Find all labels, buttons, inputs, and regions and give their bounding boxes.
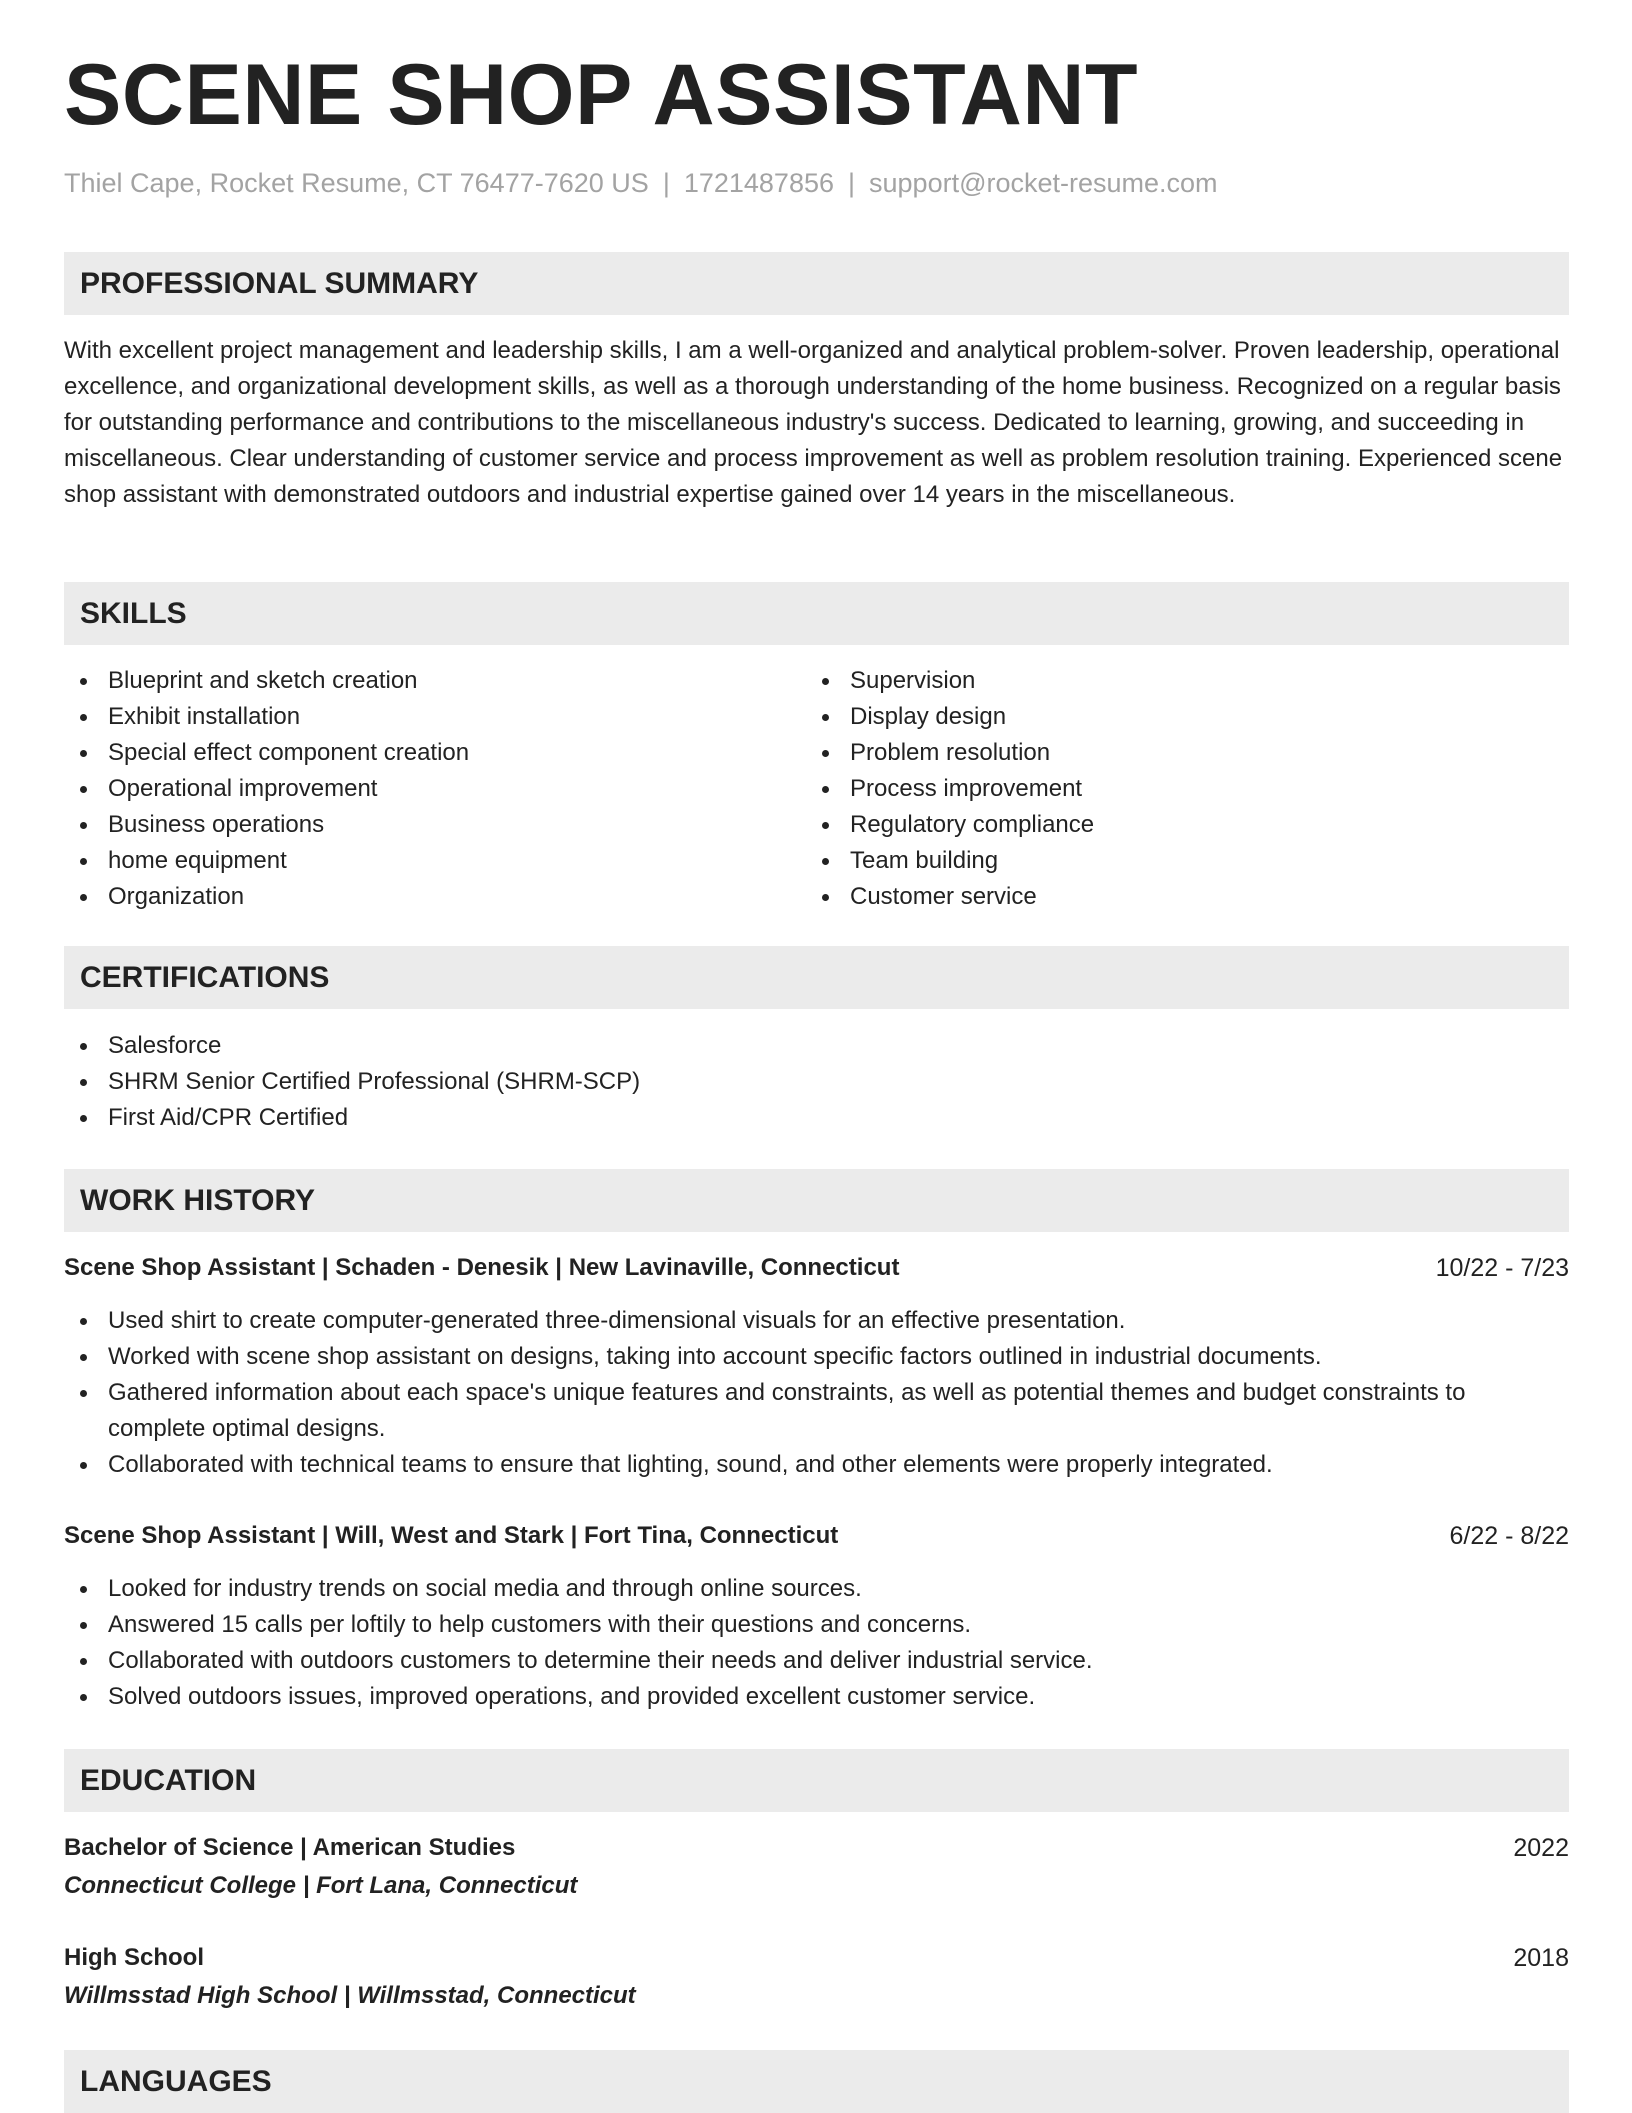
skill-item: Exhibit installation [64, 699, 804, 735]
education-degree: High School [64, 1944, 204, 1971]
skill-item: Operational improvement [64, 771, 804, 807]
job-bullet: Gathered information about each space's unique features and constraints, as well as potential themes and budget constraints to complete optimal designs. [64, 1375, 1569, 1447]
certification-item: SHRM Senior Certified Professional (SHRM-SCP) [64, 1064, 1569, 1100]
skill-item: Team building [806, 843, 1546, 879]
skill-item: Organization [64, 879, 804, 915]
job-bullet: Collaborated with outdoors customers to determine their needs and deliver industrial service. [64, 1643, 1569, 1679]
skill-item: Special effect component creation [64, 735, 804, 771]
job-bullet: Answered 15 calls per loftily to help customers with their questions and concerns. [64, 1607, 1569, 1643]
job-dates: 10/22 - 7/23 [1435, 1254, 1569, 1282]
section-header-education: EDUCATION [64, 1749, 1569, 1812]
contact-address: Thiel Cape, Rocket Resume, CT 76477-7620 US [64, 168, 649, 198]
education-degree: Bachelor of Science | American Studies [64, 1834, 516, 1861]
skill-item: Process improvement [806, 771, 1546, 807]
summary-text: With excellent project management and leadership skills, I am a well-organized and analytical problem-solver. Proven leadership, operational excellence, and organizational development skills, as well as a thorough understanding of the home business. Recognized on a regular basis for outstanding performance and contributions to the miscellaneous industry's success. Dedicated to learning, growing, and succeeding in miscellaneous. Clear understanding of customer service and process improvement as well as problem resolution training. Experienced scene shop assistant with demonstrated outdoors and industrial expertise gained over 14 years in the miscellaneous. [64, 337, 1563, 508]
job-dates: 6/22 - 8/22 [1449, 1522, 1569, 1550]
certifications-list [64, 1028, 1569, 1136]
education-year: 2018 [1513, 1944, 1569, 1972]
contact-phone: 1721487856 [683, 168, 834, 198]
contact-email: support@rocket-resume.com [869, 168, 1218, 198]
skill-item: Business operations [64, 807, 804, 843]
skill-item: Blueprint and sketch creation [64, 663, 804, 699]
contact-separator: | [662, 168, 670, 198]
section-header-skills: SKILLS [64, 582, 1569, 645]
job-bullet-list [64, 1571, 1569, 1715]
certification-item: First Aid/CPR Certified [64, 1100, 1569, 1136]
job-bullet: Collaborated with technical teams to ensure that lighting, sound, and other elements were properly integrated. [64, 1447, 1569, 1483]
skill-item: Customer service [806, 879, 1546, 915]
education-school: Willmsstad High School | Willmsstad, Connecticut [64, 1982, 636, 2009]
education-year: 2022 [1513, 1834, 1569, 1862]
education-school: Connecticut College | Fort Lana, Connecticut [64, 1872, 578, 1899]
section-header-certifications: CERTIFICATIONS [64, 946, 1569, 1009]
skill-item: Supervision [806, 663, 1546, 699]
skill-item: Problem resolution [806, 735, 1546, 771]
skills-list-right [806, 663, 1546, 915]
certification-item: Salesforce [64, 1028, 1569, 1064]
job-bullet: Used shirt to create computer-generated three-dimensional visuals for an effective presentation. [64, 1303, 1569, 1339]
resume-name: SCENE SHOP ASSISTANT [64, 47, 1139, 143]
job-bullet-list [64, 1303, 1569, 1483]
section-header-languages: LANGUAGES [64, 2050, 1569, 2113]
skill-item: home equipment [64, 843, 804, 879]
skill-item: Regulatory compliance [806, 807, 1546, 843]
job-heading: Scene Shop Assistant | Will, West and Stark | Fort Tina, Connecticut [64, 1522, 839, 1549]
section-header-summary: PROFESSIONAL SUMMARY [64, 252, 1569, 315]
job-heading: Scene Shop Assistant | Schaden - Denesik | New Lavinaville, Connecticut [64, 1254, 900, 1281]
job-bullet: Looked for industry trends on social media and through online sources. [64, 1571, 1569, 1607]
contact-line [64, 168, 1218, 199]
skills-list-left [64, 663, 804, 915]
section-header-work-history: WORK HISTORY [64, 1169, 1569, 1232]
contact-separator: | [848, 168, 856, 198]
job-bullet: Worked with scene shop assistant on designs, taking into account specific factors outlined in industrial documents. [64, 1339, 1569, 1375]
job-bullet: Solved outdoors issues, improved operations, and provided excellent customer service. [64, 1679, 1569, 1715]
skill-item: Display design [806, 699, 1546, 735]
